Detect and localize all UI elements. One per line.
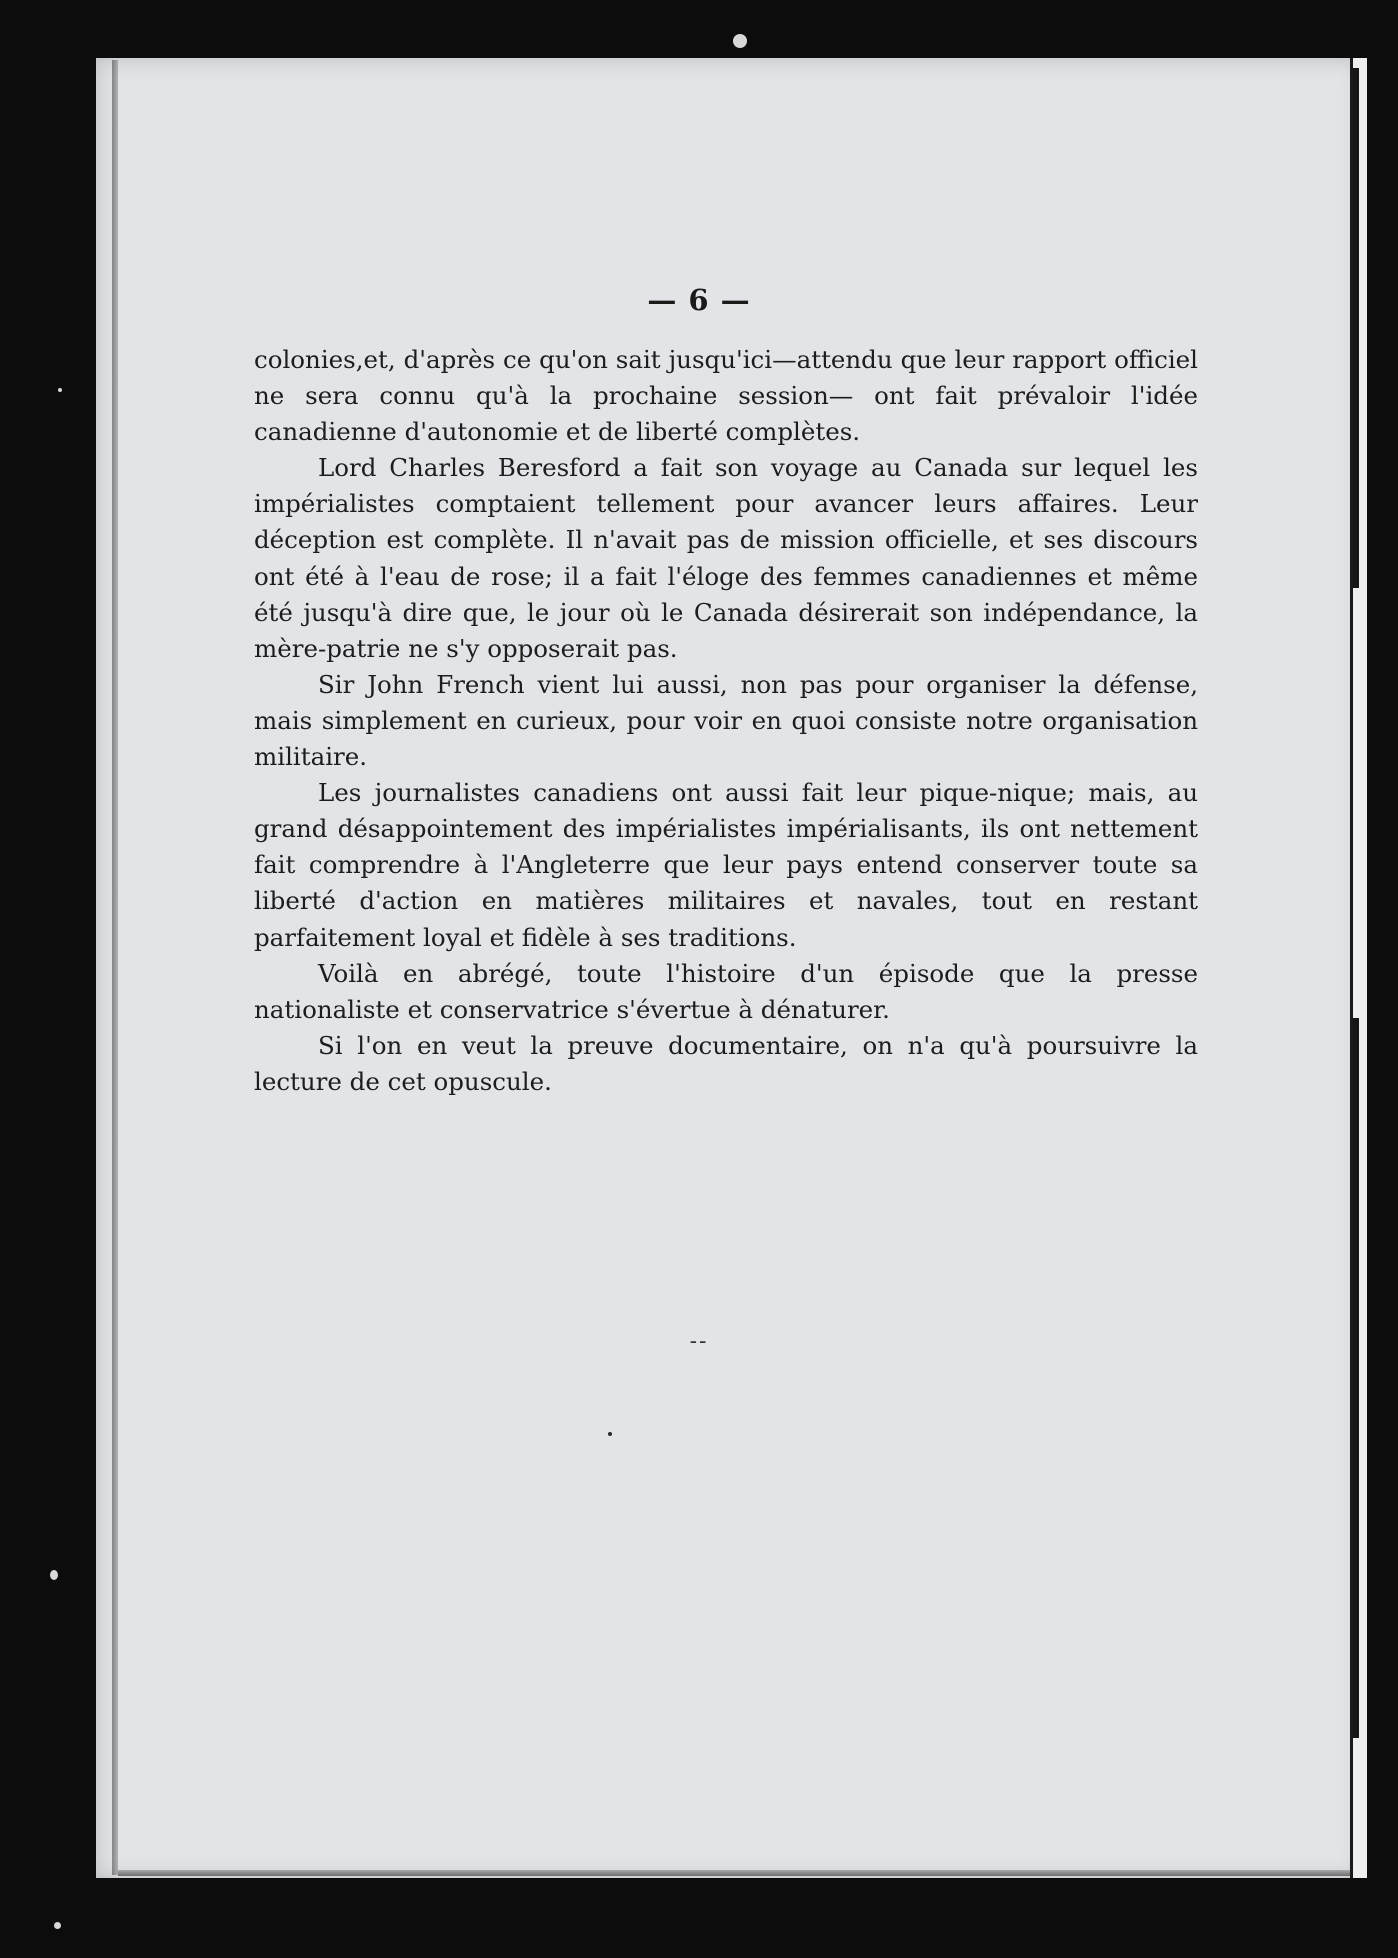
paragraph: Si l'on en veut la preuve documentaire, on n'a qu'à poursuivre la lecture de cet opuscule. (254, 1030, 1198, 1096)
paragraph: Voilà en abrégé, toute l'histoire d'un épisode que la presse nationaliste et conservatrice s'évertue à dénaturer. (254, 958, 1198, 1024)
page-left-edge-shadow (112, 60, 118, 1875)
page-number: — 6 — (647, 283, 751, 317)
page-bottom-edge-shadow (118, 1870, 1358, 1876)
paragraph: Lord Charles Beresford a fait son voyage au Canada sur lequel les impérialistes comptaient tellement pour avancer leurs affaires. Leur déception est complète. Il n'avait pas de mission officielle, et ses discours ont été à l'eau de rose; il a fait l'éloge des femmes canadiennes et même été jusqu'à dire que, le jour où le Canada désirerait son indépendance, la mère-patrie ne s'y opposerait pas. (254, 453, 1198, 663)
scan-speck (733, 34, 747, 48)
binding-mark (1353, 68, 1359, 588)
paragraph: Sir John French vient lui aussi, non pas pour organiser la défense, mais simplement en curieux, pour voir en quoi consiste notre organisation militaire. (254, 669, 1198, 772)
facing-page-edge (1350, 58, 1367, 1878)
paragraph: Les journalistes canadiens ont aussi fait leur pique-nique; mais, au grand désappointement des impérialistes impérialisants, ils ont nettement fait comprendre à l'Angleterre que leur pays entend conserver toute sa liberté d'action en matières militaires et navales, tout en restant parfaitement loyal et fidèle à ses traditions. (254, 778, 1198, 952)
end-of-text-mark: -- (689, 1329, 709, 1354)
scan-speck (50, 1570, 58, 1580)
binding-mark (1353, 1018, 1359, 1738)
scan-speck (54, 1922, 61, 1929)
scan-speck (608, 1432, 612, 1436)
scan-speck (58, 388, 62, 392)
body-text (254, 342, 1198, 1100)
paragraph: colonies,et, d'après ce qu'on sait jusqu'ici—attendu que leur rapport officiel ne sera connu qu'à la prochaine session— ont fait prévaloir l'idée canadienne d'autonomie et de liberté complètes. (254, 345, 1198, 447)
